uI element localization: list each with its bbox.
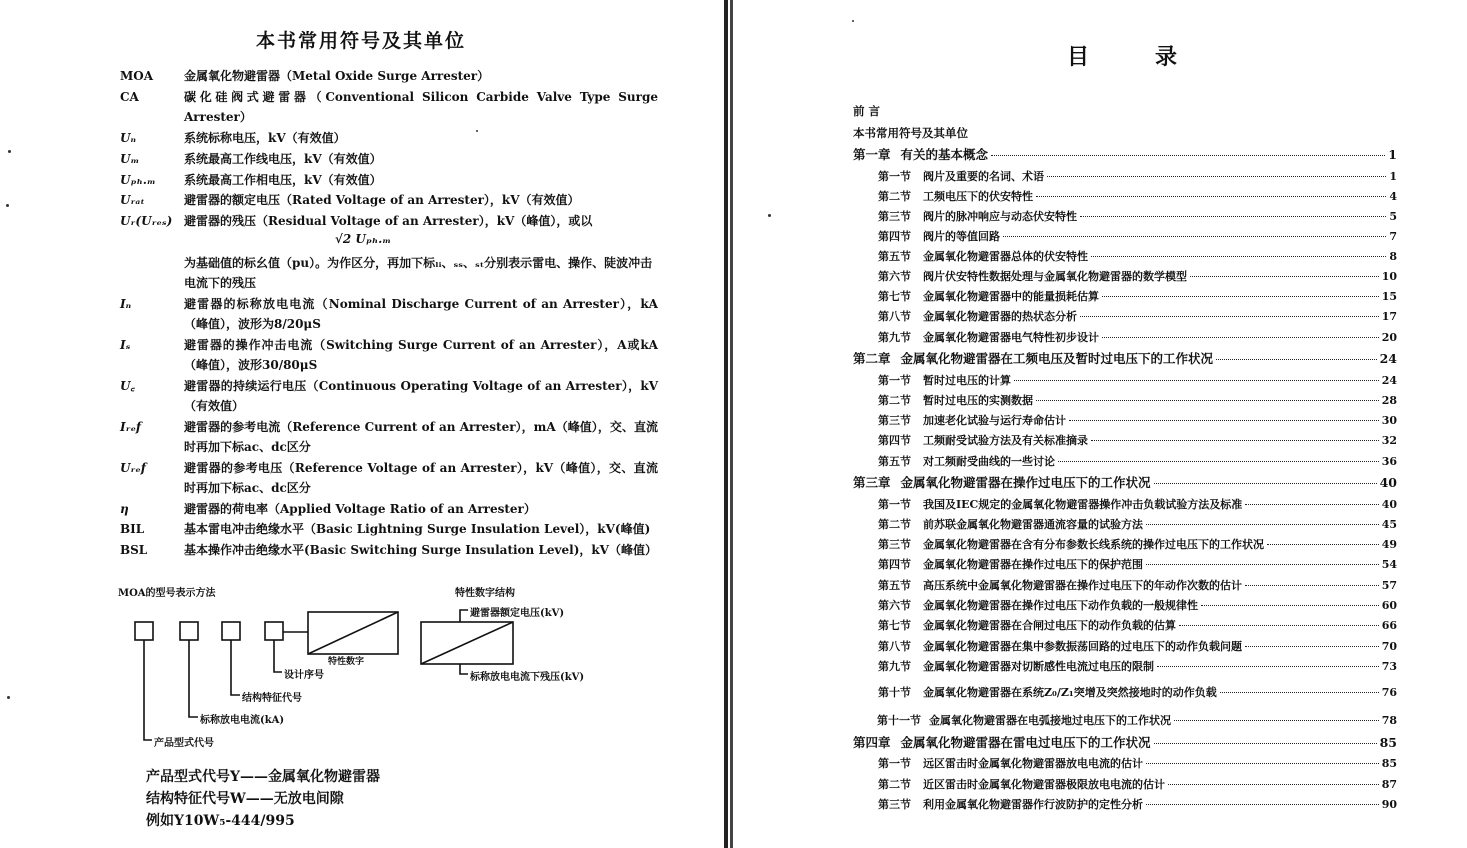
toc-section-entry[interactable] [878, 414, 1397, 428]
toc-leader-dots [1245, 585, 1379, 586]
toc-page-number: 78 [1381, 714, 1397, 727]
diagram-title-right: 特性数字结构 [455, 588, 515, 599]
symbol: BIL [120, 522, 145, 536]
toc-leader-dots [1036, 196, 1386, 197]
toc-label: 第二节 [878, 394, 911, 407]
scan-speck [476, 130, 478, 132]
residual-voltage-label: 标称放电电流下残压(kV) [470, 672, 585, 683]
toc-label: 第三节 [878, 414, 911, 427]
toc-title-part-b: 录 [1155, 44, 1178, 70]
toc-leader-dots [1146, 763, 1379, 764]
toc-label: 第八节 [878, 310, 911, 323]
toc-label: 第四节 [878, 230, 911, 243]
symbol-description: 系统标称电压，kV（有效值） [184, 131, 346, 145]
scan-speck [852, 20, 854, 22]
toc-title: 有关的基本概念 [900, 147, 989, 162]
toc-page-number: 70 [1381, 640, 1397, 653]
toc-label: 第六节 [878, 599, 911, 612]
toc-label: 第五节 [878, 455, 911, 468]
toc-label: 第十节 [878, 686, 911, 699]
toc-title: 加速老化试验与运行寿命估计 [923, 414, 1066, 427]
page-title: 本书常用符号及其单位 [255, 30, 466, 52]
toc-title: 阀片及重要的名词、术语 [923, 170, 1044, 183]
toc-section-entry[interactable] [878, 290, 1397, 304]
toc-label: 第七节 [878, 290, 911, 303]
toc-section-entry[interactable] [878, 230, 1397, 244]
toc-leader-dots [991, 155, 1385, 156]
symbol: Uᵣ(Uᵣₑₛ) [120, 214, 173, 228]
toc-leader-dots [1245, 646, 1379, 647]
toc-title: 金属氧化物避雷器中的能量损耗估算 [923, 290, 1099, 303]
symbol-description: 碳化硅阀式避雷器（Conventional Silicon Carbide Valve Type Surge Arrester） [184, 90, 658, 124]
toc-leader-dots [1047, 176, 1386, 177]
toc-page-number: 76 [1381, 686, 1397, 699]
symbol-description: 金属氧化物避雷器（Metal Oxide Surge Arrester） [184, 69, 490, 83]
toc-title: 近区雷击时金属氧化物避雷器极限放电电流的估计 [923, 778, 1165, 791]
toc-section-entry[interactable] [878, 170, 1397, 184]
symbol-description: 避雷器的参考电压（Reference Voltage of an Arrester），kV（峰值），交、直流时再加下标ac、dc区分 [184, 461, 658, 495]
toc-title: 金属氧化物避雷器总体的伏安特性 [923, 250, 1088, 263]
toc-leader-dots [1267, 544, 1379, 545]
toc-leader-dots [1245, 504, 1378, 505]
toc-section-entry[interactable] [878, 434, 1397, 448]
toc-leader-dots [1174, 720, 1379, 721]
toc-page-number: 7 [1389, 230, 1397, 243]
toc-label: 第一章 [853, 147, 891, 162]
type-code-label: 产品型式代号 [154, 738, 214, 749]
toc-title: 工频电压下的伏安特性 [923, 190, 1033, 203]
toc-section-entry[interactable] [878, 250, 1397, 264]
toc-page-number: 85 [1379, 735, 1397, 750]
toc-page-number: 36 [1381, 455, 1397, 468]
toc-section-entry[interactable] [878, 210, 1397, 224]
toc-page-number: 90 [1381, 798, 1397, 811]
toc-page-number: 17 [1381, 310, 1397, 323]
toc-chapter-entry[interactable] [853, 352, 1397, 366]
toc-label: 第一节 [878, 374, 911, 387]
toc-leader-dots [1220, 692, 1379, 693]
toc-label: 第一节 [878, 498, 911, 511]
toc-leader-dots [1154, 483, 1377, 484]
toc-section-entry[interactable] [878, 190, 1397, 204]
toc-page-number: 4 [1389, 190, 1397, 203]
toc-page-number: 24 [1381, 374, 1397, 387]
toc-leader-dots [1003, 236, 1386, 237]
toc-label: 第四节 [878, 558, 911, 571]
legend-line: 结构特征代号W——无放电间隙 [146, 791, 344, 807]
toc-section-entry[interactable] [878, 579, 1397, 593]
toc-title: 高压系统中金属氧化物避雷器在操作过电压下的年动作次数的估计 [923, 579, 1242, 592]
toc-page-number: 30 [1381, 414, 1397, 427]
toc-title: 金属氧化物避雷器在操作过电压下动作负载的一般规律性 [923, 599, 1198, 612]
toc-title: 金属氧化物避雷器的热状态分析 [923, 310, 1077, 323]
pu-note: 为基础值的标幺值（pu）。为作区分，再加下标ₗᵢ、ₛₛ、ₛₜ分别表示雷电、操作、陡波冲击电流下的残压 [184, 256, 653, 290]
symbol: Uₚₕ.ₘ [120, 173, 156, 187]
toc-preface[interactable]: 前 言 [853, 104, 881, 118]
toc-label: 第三节 [878, 798, 911, 811]
toc-leader-dots [1036, 400, 1379, 401]
toc-leader-dots [1146, 524, 1379, 525]
toc-page-number: 60 [1381, 599, 1397, 612]
symbol-description: 避雷器的参考电流（Reference Current of an Arrester），mA（峰值），交、直流时再加下标ac、dc区分 [184, 420, 658, 454]
toc-leader-dots [1069, 420, 1379, 421]
symbol: Uₘ [120, 152, 140, 166]
toc-section-entry[interactable] [878, 599, 1397, 613]
toc-page-number: 40 [1381, 498, 1397, 511]
legend-line: 产品型式代号Y——金属氧化物避雷器 [146, 769, 380, 785]
toc-page-number: 45 [1381, 518, 1397, 531]
toc-section-entry[interactable] [878, 498, 1397, 512]
symbol: η [120, 502, 129, 516]
toc-page-number: 40 [1379, 475, 1397, 490]
legend-line: 例如Y10W₅-444/995 [146, 813, 295, 829]
toc-leader-dots [1179, 625, 1379, 626]
symbol-description: 避雷器的荷电率（Applied Voltage Ratio of an Arrester） [184, 502, 536, 516]
toc-section-entry[interactable] [878, 538, 1397, 552]
toc-leader-dots [1091, 440, 1379, 441]
toc-title: 利用金属氧化物避雷器作行波防护的定性分析 [923, 798, 1143, 811]
toc-page-number: 10 [1381, 270, 1397, 283]
toc-page-number: 1 [1388, 147, 1397, 162]
toc-label: 第三章 [853, 475, 891, 490]
toc-page-number: 1 [1389, 170, 1397, 183]
toc-page-number: 66 [1381, 619, 1397, 632]
toc-section-entry[interactable] [878, 455, 1397, 469]
toc-section-entry[interactable] [878, 619, 1397, 633]
toc-chapter-entry[interactable] [853, 476, 1397, 490]
toc-title: 阀片的脉冲响应与动态伏安特性 [923, 210, 1077, 223]
symbol: Iₛ [120, 338, 131, 352]
symbol-description: 避雷器的残压（Residual Voltage of an Arrester），kV（峰值），或以 [184, 214, 593, 228]
toc-section-entry[interactable] [878, 270, 1397, 284]
toc-label: 第一节 [878, 757, 911, 770]
toc-title: 金属氧化物避雷器在操作过电压下的保护范围 [923, 558, 1143, 571]
symbol-description: 系统最高工作相电压，kV（有效值） [184, 173, 382, 187]
toc-label: 第七节 [878, 619, 911, 632]
symbol: Uᵣₐₜ [120, 193, 145, 207]
toc-page-number: 20 [1381, 331, 1397, 344]
symbol-description: 基本雷电冲击绝缘水平（Basic Lightning Surge Insulation Level），kV(峰值) [184, 522, 651, 536]
symbol: U꜀ [120, 379, 135, 393]
toc-title: 远区雷击时金属氧化物避雷器放电电流的估计 [923, 757, 1143, 770]
toc-label: 第三节 [878, 210, 911, 223]
toc-section-entry[interactable] [878, 757, 1397, 771]
symbol: Uᵣₑf [120, 461, 146, 475]
toc-label: 第九节 [878, 660, 911, 673]
toc-label: 第六节 [878, 270, 911, 283]
symbol-description: 避雷器的持续运行电压（Continuous Operating Voltage of an Arrester），kV（有效值） [184, 379, 658, 413]
toc-section-entry[interactable] [878, 310, 1397, 324]
toc-page-number: 85 [1381, 757, 1397, 770]
toc-label: 第四章 [853, 735, 891, 750]
symbol: Iᵣₑf [120, 420, 142, 434]
toc-label: 第五节 [878, 250, 911, 263]
toc-label: 第一节 [878, 170, 911, 183]
toc-title: 金属氧化物避雷器在工频电压及暂时过电压下的工作状况 [900, 351, 1214, 366]
toc-page-number: 87 [1381, 778, 1397, 791]
toc-page-number: 15 [1381, 290, 1397, 303]
toc-page-number: 32 [1381, 434, 1397, 447]
toc-title: 金属氧化物避雷器在含有分布参数长线系统的操作过电压下的工作状况 [923, 538, 1264, 551]
toc-title: 金属氧化物避雷器在操作过电压下的工作状况 [900, 475, 1151, 490]
toc-page-number: 28 [1381, 394, 1397, 407]
toc-page-number: 8 [1389, 250, 1397, 263]
symbol: Iₙ [120, 297, 132, 311]
toc-leader-dots [1168, 784, 1379, 785]
structure-code-label: 结构特征代号 [242, 693, 302, 704]
toc-label: 第三节 [878, 538, 911, 551]
box-label: 特性数字 [328, 657, 365, 667]
symbol: MOA [120, 69, 154, 83]
toc-title: 对工频耐受曲线的一些讨论 [923, 455, 1055, 468]
toc-label: 第二节 [878, 778, 911, 791]
symbol: CA [120, 90, 139, 104]
moa-model-diagram [0, 0, 722, 848]
toc-title: 金属氧化物避雷器对切断感性电流过电压的限制 [923, 660, 1154, 673]
toc-section-entry[interactable] [878, 394, 1397, 408]
toc-title-part-a: 目 [1067, 44, 1090, 70]
toc-leader-dots [1216, 359, 1377, 360]
toc-title: 我国及IEC规定的金属氧化物避雷器操作冲击负载试验方法及标准 [923, 498, 1243, 511]
toc-title: 阀片的等值回路 [923, 230, 1000, 243]
toc-section-entry[interactable] [878, 686, 1397, 700]
toc-leader-dots [1014, 380, 1379, 381]
toc-section-entry[interactable] [878, 558, 1397, 572]
toc-title: 前苏联金属氧化物避雷器通流容量的试验方法 [923, 518, 1143, 531]
toc-label: 第二章 [853, 351, 891, 366]
toc-leader-dots [1058, 461, 1379, 462]
toc-leader-dots [1146, 564, 1379, 565]
scan-speck [6, 204, 9, 207]
symbol-description: 基本操作冲击绝缘水平(Basic Switching Surge Insulation Level)，kV（峰值） [184, 543, 657, 557]
toc-section-entry[interactable] [878, 660, 1397, 674]
toc-page-number: 24 [1379, 351, 1397, 366]
toc-title: 金属氧化物避雷器在系统Z₀/Z₁突增及突然接地时的动作负载 [923, 686, 1217, 699]
toc-title: 金属氧化物避雷器电气特性初步设计 [923, 331, 1099, 344]
toc-label: 第九节 [878, 331, 911, 344]
toc-leader-dots [1154, 743, 1377, 744]
toc-label: 第二节 [878, 518, 911, 531]
toc-label: 第二节 [878, 190, 911, 203]
toc-chapter-entry[interactable] [853, 736, 1397, 750]
toc-section-entry[interactable] [877, 714, 1397, 728]
toc-leader-dots [1080, 216, 1386, 217]
symbol-description: 系统最高工作线电压，kV（有效值） [184, 152, 382, 166]
toc-leader-dots [1102, 337, 1379, 338]
left-page [0, 0, 722, 848]
toc-symbols-entry[interactable]: 本书常用符号及其单位 [853, 126, 968, 140]
toc-chapter-entry[interactable] [853, 148, 1397, 162]
toc-title: 金属氧化物避雷器在集中参数振荡回路的过电压下的动作负载问题 [923, 640, 1242, 653]
toc-leader-dots [1102, 296, 1379, 297]
toc-leader-dots [1190, 276, 1379, 277]
symbol-description: 避雷器的操作冲击电流（Switching Surge Current of an Arrester），A或kA（峰值），波形30/80μS [184, 338, 658, 372]
gutter-line [724, 0, 728, 848]
toc-label: 第十一节 [877, 714, 921, 727]
toc-title: 阀片伏安特性数据处理与金属氧化物避雷器的数学模型 [923, 270, 1187, 283]
scan-speck [7, 696, 10, 699]
toc-title: 金属氧化物避雷器在电弧接地过电压下的工作状况 [929, 714, 1171, 727]
nominal-current-label: 标称放电电流(kA) [200, 715, 285, 726]
toc-leader-dots [1201, 605, 1379, 606]
sqrt-expression: √2 Uₚₕ.ₘ [335, 232, 392, 246]
design-number-label: 设计序号 [284, 670, 324, 681]
rated-voltage-label: 避雷器额定电压(kV) [470, 608, 565, 619]
toc-leader-dots [1146, 804, 1379, 805]
toc-label: 第四节 [878, 434, 911, 447]
toc-page-number: 57 [1381, 579, 1397, 592]
symbol: Uₙ [120, 131, 136, 145]
toc-title: 金属氧化物避雷器在雷电过电压下的工作状况 [900, 735, 1151, 750]
diagram-title-left: MOA的型号表示方法 [118, 588, 216, 599]
toc-title: 金属氧化物避雷器在合闸过电压下的动作负载的估算 [923, 619, 1176, 632]
toc-section-entry[interactable] [878, 374, 1397, 388]
toc-leader-dots [1091, 256, 1386, 257]
toc-page-number: 49 [1381, 538, 1397, 551]
symbol: BSL [120, 543, 148, 557]
scan-speck [8, 150, 11, 153]
toc-title: 暂时过电压的计算 [923, 374, 1011, 387]
toc-leader-dots [1080, 316, 1379, 317]
toc-label: 第五节 [878, 579, 911, 592]
toc-section-entry[interactable] [878, 640, 1397, 654]
toc-section-entry[interactable] [878, 331, 1397, 345]
symbol-description: 避雷器的标称放电电流（Nominal Discharge Current of an Arrester），kA（峰值），波形为8/20μS [184, 297, 658, 331]
toc-title: 暂时过电压的实测数据 [923, 394, 1033, 407]
toc-section-entry[interactable] [878, 798, 1397, 812]
symbol-description: 避雷器的额定电压（Rated Voltage of an Arrester），kV（有效值） [184, 193, 580, 207]
toc-leader-dots [1157, 666, 1379, 667]
toc-page-number: 54 [1381, 558, 1397, 571]
toc-title: 工频耐受试验方法及有关标准摘录 [923, 434, 1088, 447]
toc-section-entry[interactable] [878, 778, 1397, 792]
toc-label: 第八节 [878, 640, 911, 653]
book-gutter [722, 0, 736, 848]
toc-page-number: 5 [1389, 210, 1397, 223]
toc-section-entry[interactable] [878, 518, 1397, 532]
scan-speck [768, 214, 771, 217]
toc-page-number: 73 [1381, 660, 1397, 673]
gutter-line [730, 0, 733, 848]
